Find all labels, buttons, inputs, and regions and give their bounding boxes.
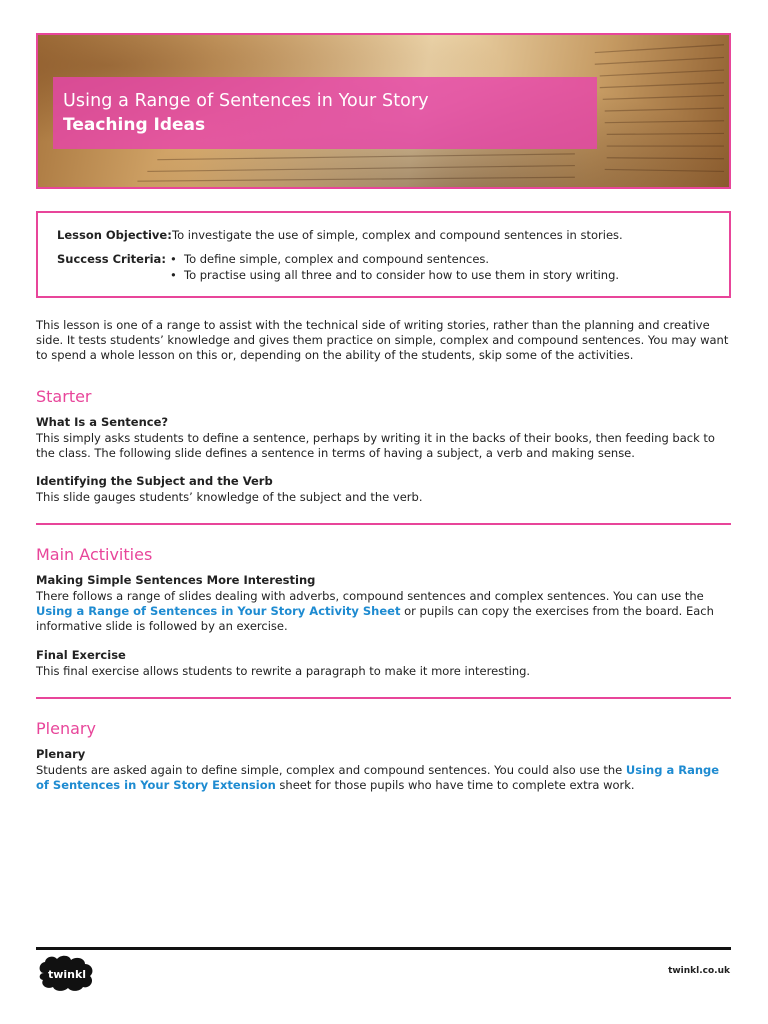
extension-sheet-link[interactable]: Using a Range of Sentences in Your Story Extension <box>36 763 720 793</box>
starter-heading: Starter <box>36 387 92 406</box>
subject-verb-subheading: Identifying the Subject and the Verb <box>36 474 273 488</box>
lesson-objective-label: Lesson Objective: <box>57 228 172 242</box>
site-url[interactable]: twinkl.co.uk <box>668 966 730 976</box>
page-subtitle: Teaching Ideas <box>63 115 206 135</box>
plenary-text <box>36 763 732 793</box>
logo-text: twinkl <box>47 968 87 981</box>
success-criteria-list <box>170 251 619 283</box>
text-segment: sheet for those pupils who have time to complete extra work. <box>275 778 635 793</box>
twinkl-logo <box>36 953 98 993</box>
text-segment: There follows a range of slides dealing with adverbs, compound sentences and complex sentences. You can use the <box>36 589 704 603</box>
main-activities-heading: Main Activities <box>36 545 153 564</box>
subject-verb-text: This slide gauges students’ knowledge of the subject and the verb. <box>36 490 423 504</box>
banner-title-box <box>53 77 597 149</box>
text-segment: Students are asked again to define simple, complex and compound sentences. You could also use the <box>36 763 626 777</box>
plenary-heading: Plenary <box>36 719 96 738</box>
header-banner <box>36 33 731 189</box>
simple-sentences-subheading: Making Simple Sentences More Interesting <box>36 573 316 587</box>
simple-sentences-text <box>36 589 732 635</box>
footer-divider <box>36 947 731 950</box>
activity-sheet-link[interactable]: Using a Range of Sentences in Your Story Activity Sheet <box>36 604 401 619</box>
intro-paragraph: This lesson is one of a range to assist with the technical side of writing stories, rather than the planning and creative side. It tests students’ knowledge and gives them practice on simple, complex and compound sentences. You may want to spend a whole lesson on this or, depending on the ability of the students, skip some of the activities. <box>36 318 729 363</box>
what-is-sentence-subheading: What Is a Sentence? <box>36 415 169 429</box>
plenary-subheading: Plenary <box>36 747 86 761</box>
criteria-item: • To practise using all three and to consider how to use them in story writing. <box>170 267 619 283</box>
final-exercise-text: This final exercise allows students to rewrite a paragraph to make it more interesting. <box>36 664 531 678</box>
text-segment: or pupils can copy the exercises from the board. Each informative slide is followed by an exercise. <box>36 604 714 634</box>
section-divider <box>36 523 731 525</box>
section-divider <box>36 697 731 699</box>
page-title: Using a Range of Sentences in Your Story <box>63 91 429 111</box>
lesson-objective-text: To investigate the use of simple, complex and compound sentences in stories. <box>172 228 623 242</box>
what-is-sentence-text: This simply asks students to define a sentence, perhaps by writing it in the backs of their books, then feeding back to the class. The following slide defines a sentence in terms of having a subject, a verb and making sense. <box>36 431 715 461</box>
final-exercise-subheading: Final Exercise <box>36 648 126 662</box>
criteria-item: • To define simple, complex and compound sentences. <box>170 251 619 267</box>
objective-box <box>36 211 731 298</box>
success-criteria-label: Success Criteria: <box>57 252 166 266</box>
